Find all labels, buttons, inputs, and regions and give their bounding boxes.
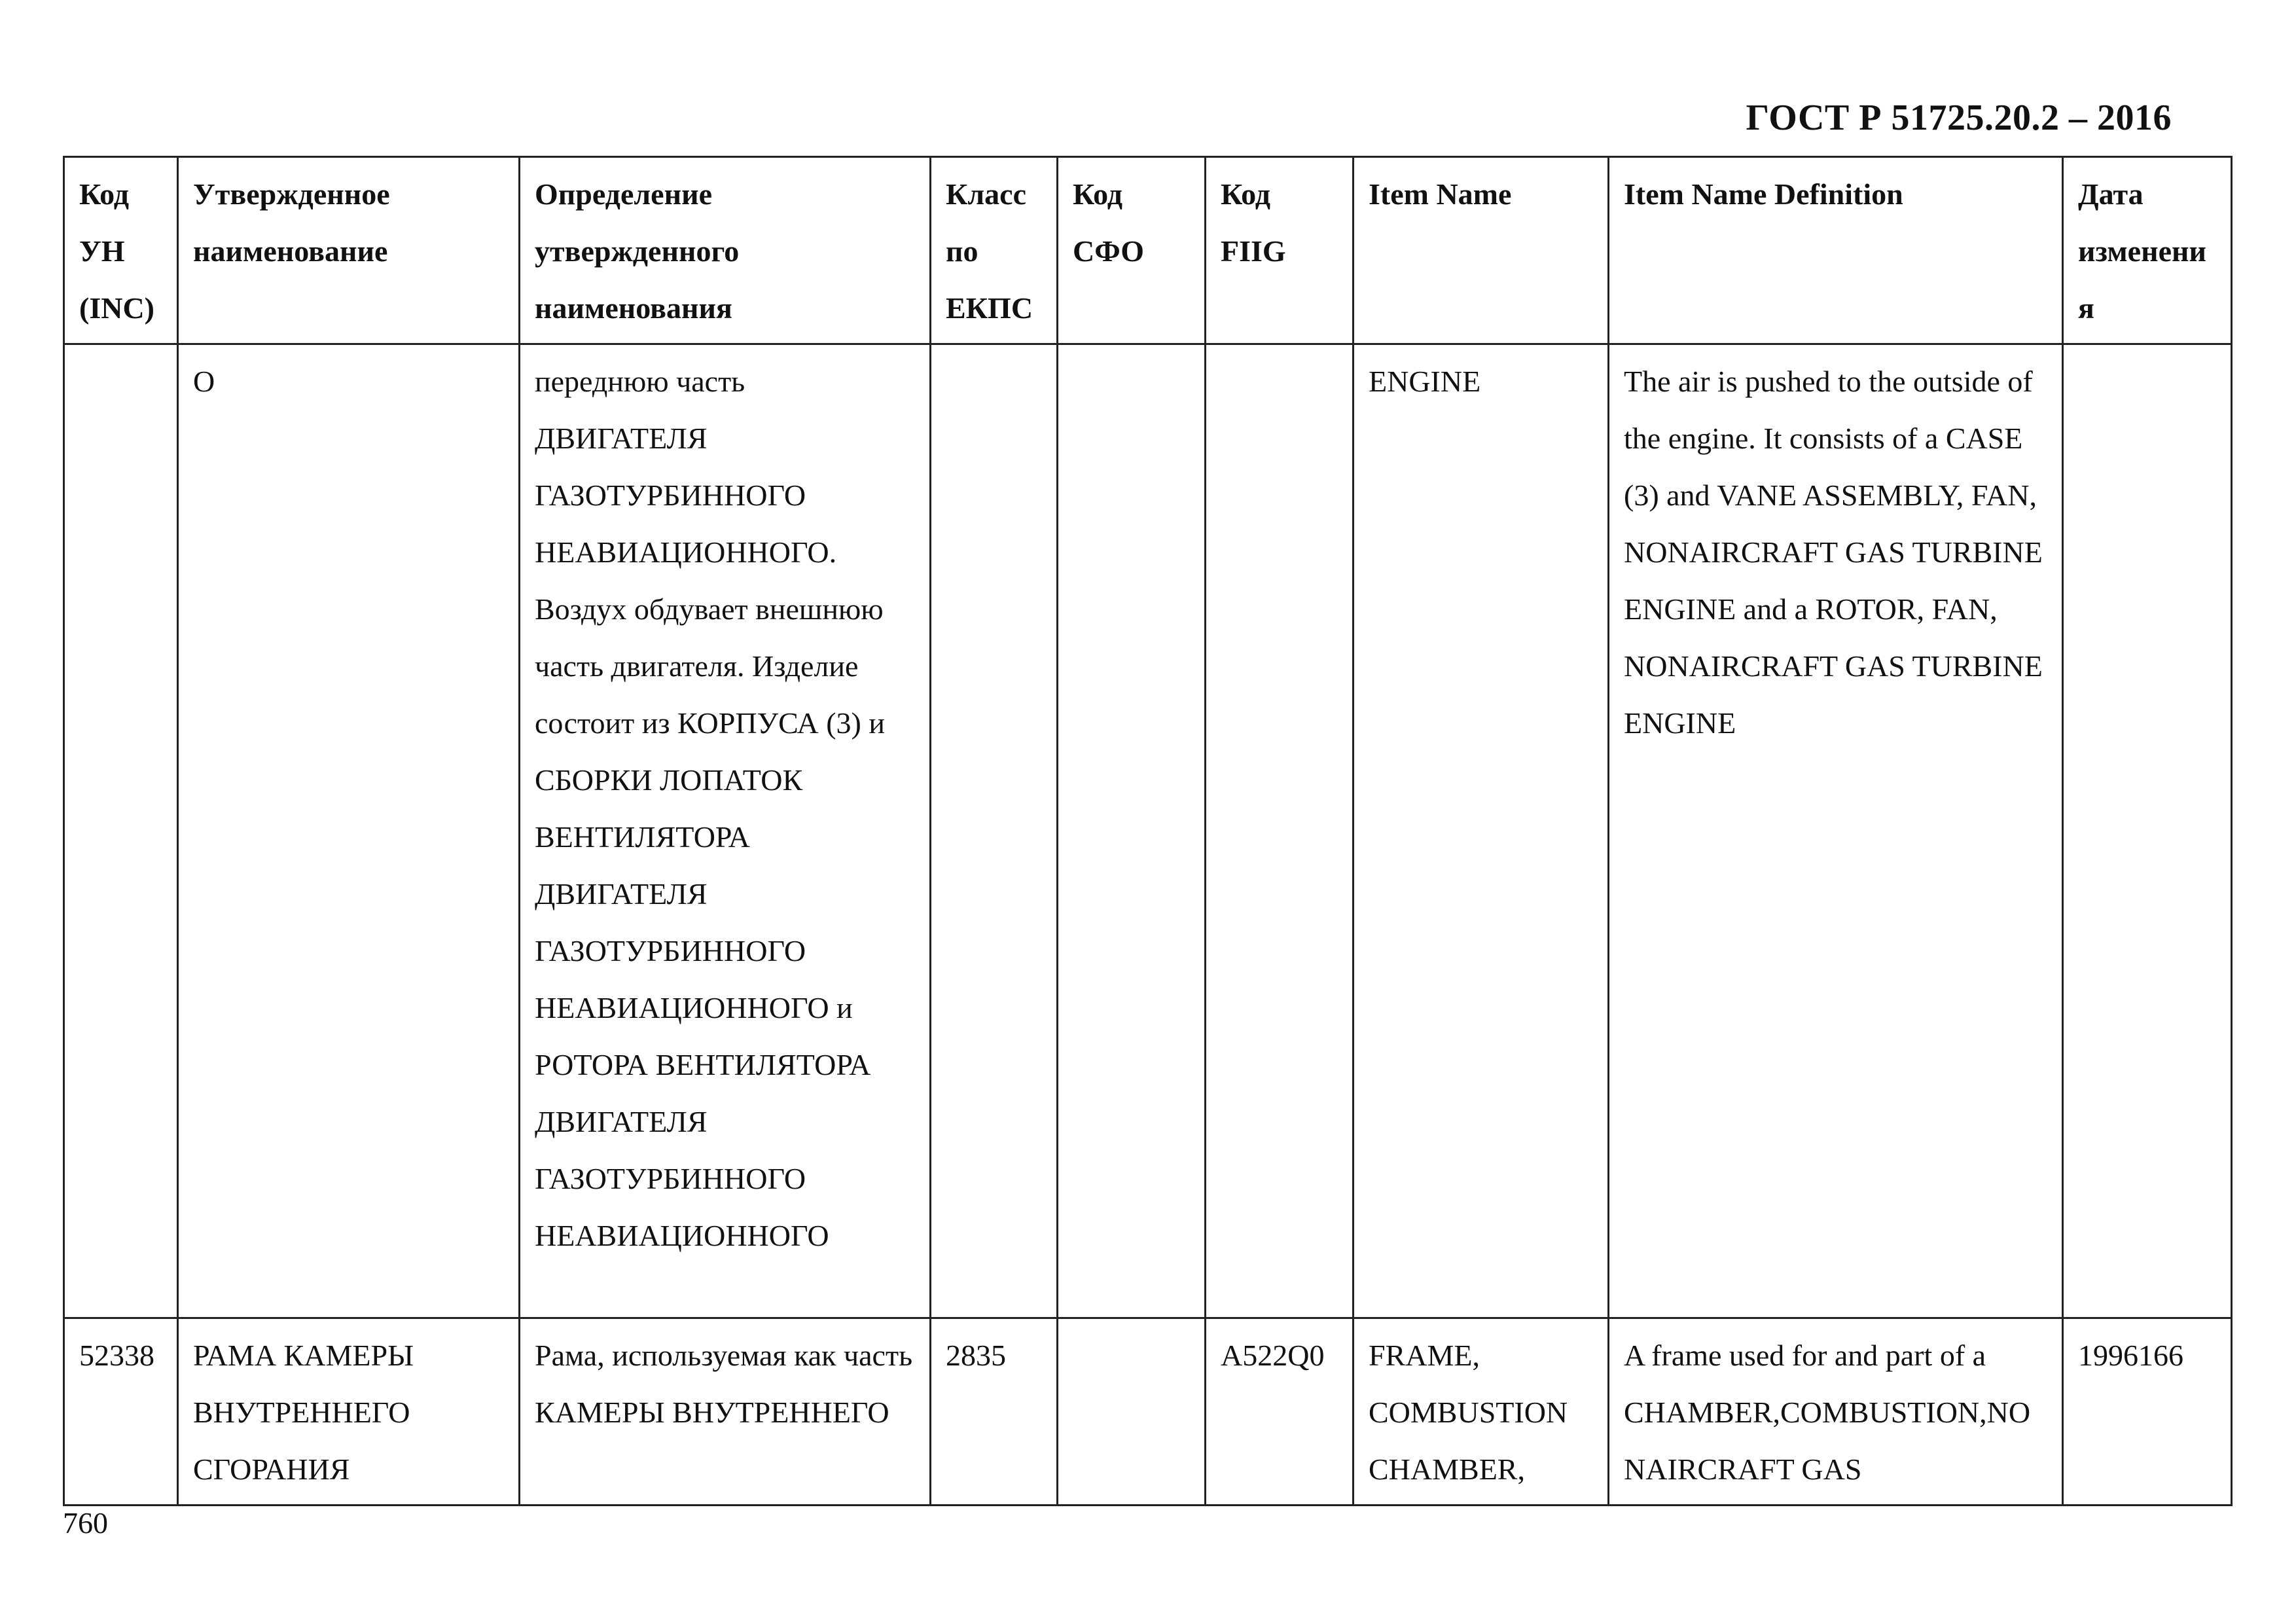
cell-approved-name: О <box>178 344 520 1318</box>
cell-inc: 52338 <box>64 1318 178 1506</box>
cell-approved-name: РАМА КАМЕРЫ ВНУТРЕННЕГО СГОРАНИЯ <box>178 1318 520 1506</box>
cell-class: 2835 <box>931 1318 1058 1506</box>
column-header-definition: Определение утвержденного наименования <box>520 157 931 344</box>
data-table <box>63 156 2233 1506</box>
table-row <box>64 1318 2232 1506</box>
cell-sfo <box>1058 344 1206 1318</box>
cell-class <box>931 344 1058 1318</box>
column-header-item-name: Item Name <box>1354 157 1609 344</box>
table-header-row <box>64 157 2232 344</box>
column-header-item-definition: Item Name Definition <box>1609 157 2063 344</box>
cell-item-definition: A frame used for and part of a CHAMBER,COMBUSTION,NONAIRCRAFT GAS <box>1609 1318 2063 1506</box>
cell-date <box>2063 344 2232 1318</box>
cell-sfo <box>1058 1318 1206 1506</box>
column-header-inc: Код УН (INC) <box>64 157 178 344</box>
column-header-class: Класс по ЕКПС <box>931 157 1058 344</box>
column-header-date: Дата изменения <box>2063 157 2232 344</box>
document-standard-header: ГОСТ Р 51725.20.2 – 2016 <box>1746 98 2172 138</box>
page-number: 760 <box>63 1506 108 1540</box>
cell-item-name: ENGINE <box>1354 344 1609 1318</box>
cell-inc <box>64 344 178 1318</box>
cell-definition: переднюю часть ДВИГАТЕЛЯ ГАЗОТУРБИННОГО НЕАВИАЦИОННОГО. Воздух обдувает внешнюю часть двигателя. Изделие состоит из КОРПУСА (3) и СБОРКИ ЛОПАТОК ВЕНТИЛЯТОРА ДВИГАТЕЛЯ ГАЗОТУРБИННОГО НЕАВИАЦИОННОГО и РОТОРА ВЕНТИЛЯТОРА ДВИГАТЕЛЯ ГАЗОТУРБИННОГО НЕАВИАЦИОННОГО <box>520 344 931 1318</box>
cell-definition: Рама, используемая как часть КАМЕРЫ ВНУТРЕННЕГО <box>520 1318 931 1506</box>
cell-item-name: FRAME, COMBUSTION CHAMBER, <box>1354 1318 1609 1506</box>
cell-item-definition: The air is pushed to the outside of the engine. It consists of a CASE (3) and VANE ASSEMBLY, FAN, NONAIRCRAFT GAS TURBINE ENGINE and a ROTOR, FAN, NONAIRCRAFT GAS TURBINE ENGINE <box>1609 344 2063 1318</box>
cell-fiig: A522Q0 <box>1206 1318 1354 1506</box>
table-row <box>64 344 2232 1318</box>
column-header-approved-name: Утвержденное наименование <box>178 157 520 344</box>
cell-date: 1996166 <box>2063 1318 2232 1506</box>
column-header-fiig: Код FIIG <box>1206 157 1354 344</box>
column-header-sfo: Код СФО <box>1058 157 1206 344</box>
cell-fiig <box>1206 344 1354 1318</box>
